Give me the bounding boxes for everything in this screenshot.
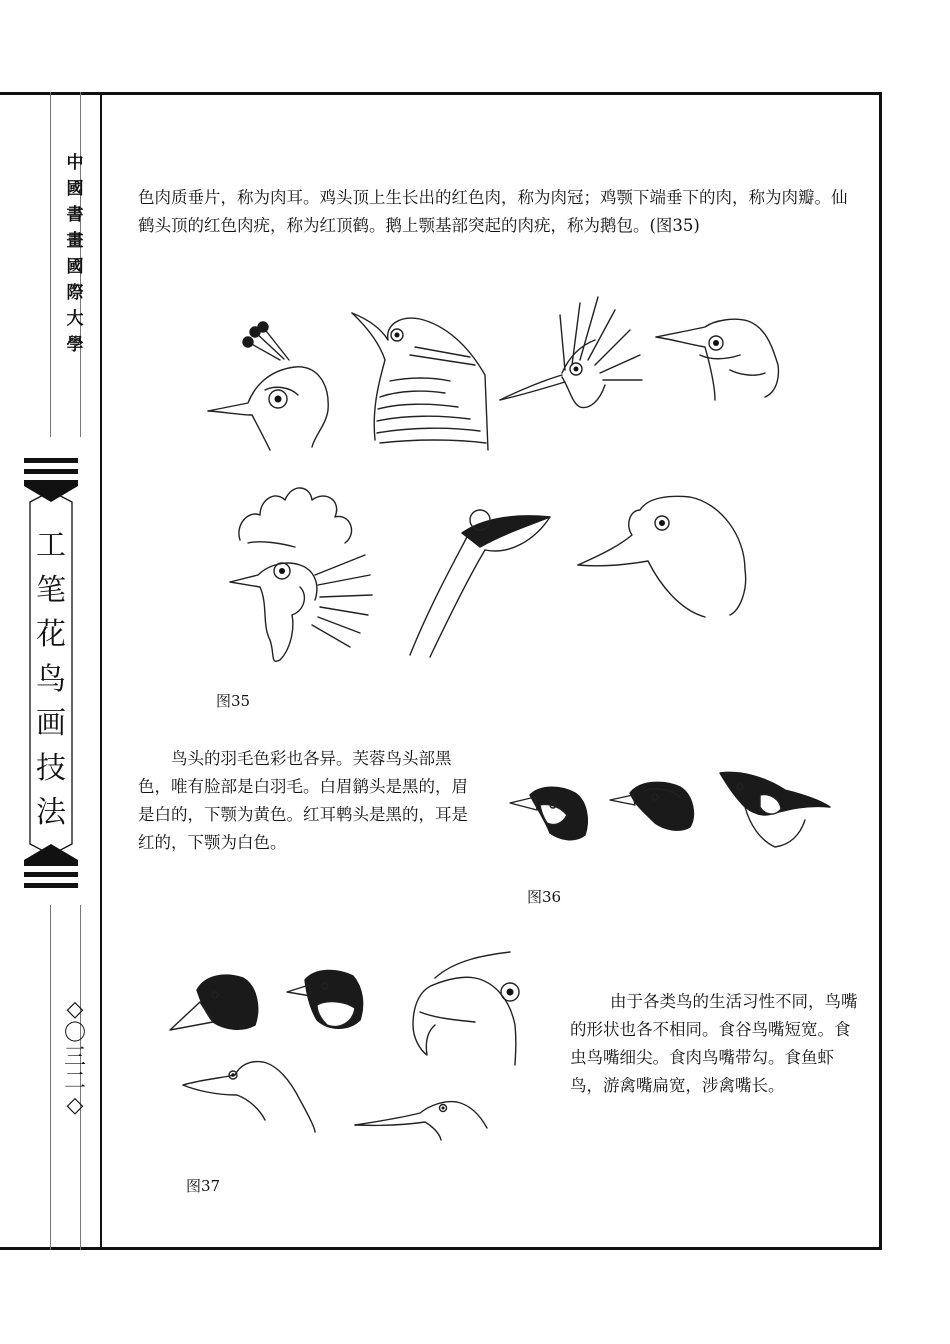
canary-head-sketch bbox=[510, 787, 587, 840]
figure-35-bird-heads bbox=[200, 285, 810, 680]
figure-36-caption: 图36 bbox=[527, 888, 562, 906]
page-number: ◇ 〇 三 二 ◇ bbox=[63, 997, 86, 1118]
bulbul-head-sketch bbox=[720, 772, 830, 847]
peafowl-head-sketch bbox=[208, 322, 328, 450]
hoopoe-head-sketch bbox=[500, 297, 642, 408]
starling-head-sketch bbox=[656, 319, 778, 400]
figure-35-caption: 图35 bbox=[216, 692, 251, 710]
sidebar-divider bbox=[100, 92, 102, 1250]
paragraph-bottom: 由于各类鸟的生活习性不同，鸟嘴的形状也各不相同。食谷鸟嘴短宽。食虫鸟嘴细尖。食肉鸟嘴带勾。食鱼虾鸟，游禽嘴扁宽，涉禽嘴长。 bbox=[570, 992, 858, 1095]
figure-36-bird-heads bbox=[505, 765, 835, 855]
crane-head-sketch bbox=[410, 510, 550, 657]
rooster-head-sketch bbox=[230, 488, 372, 661]
waterfowl-beak-sketch bbox=[183, 1062, 315, 1132]
paragraph-mid: 鸟头的羽毛色彩也各异。芙蓉鸟头部黑色，唯有脸部是白羽毛。白眉鹟头是黑的，眉是白的，下颚为黄色。红耳鹎头是黑的，耳是红的，下颚为白色。 bbox=[138, 749, 468, 852]
finch-beak-sketch bbox=[287, 970, 363, 1028]
paragraph-top: 色肉质垂片，称为肉耳。鸡头顶上生长出的红色肉，称为肉冠；鸡颚下端垂下的肉，称为肉瓣。仙鹤头顶的红色肉疣，称为红顶鹤。鹅上颚基部突起的肉疣，称为鹅包。(图35) bbox=[138, 188, 848, 235]
series-title: 中 國 書 畫 國 際 大 學 bbox=[66, 153, 84, 355]
pheasant-head-sketch bbox=[352, 313, 488, 450]
raptor-beak-sketch bbox=[413, 952, 519, 1065]
wader-beak-sketch bbox=[355, 1102, 487, 1140]
grain-eater-beak-sketch bbox=[170, 975, 258, 1030]
goose-head-sketch bbox=[578, 496, 746, 617]
figure-37-caption: 图37 bbox=[186, 1177, 221, 1195]
book-title: 工 笔 花 鸟 画 技 法 bbox=[36, 528, 66, 830]
figure-37-bird-beaks bbox=[165, 950, 535, 1140]
flycatcher-head-sketch bbox=[610, 782, 693, 830]
